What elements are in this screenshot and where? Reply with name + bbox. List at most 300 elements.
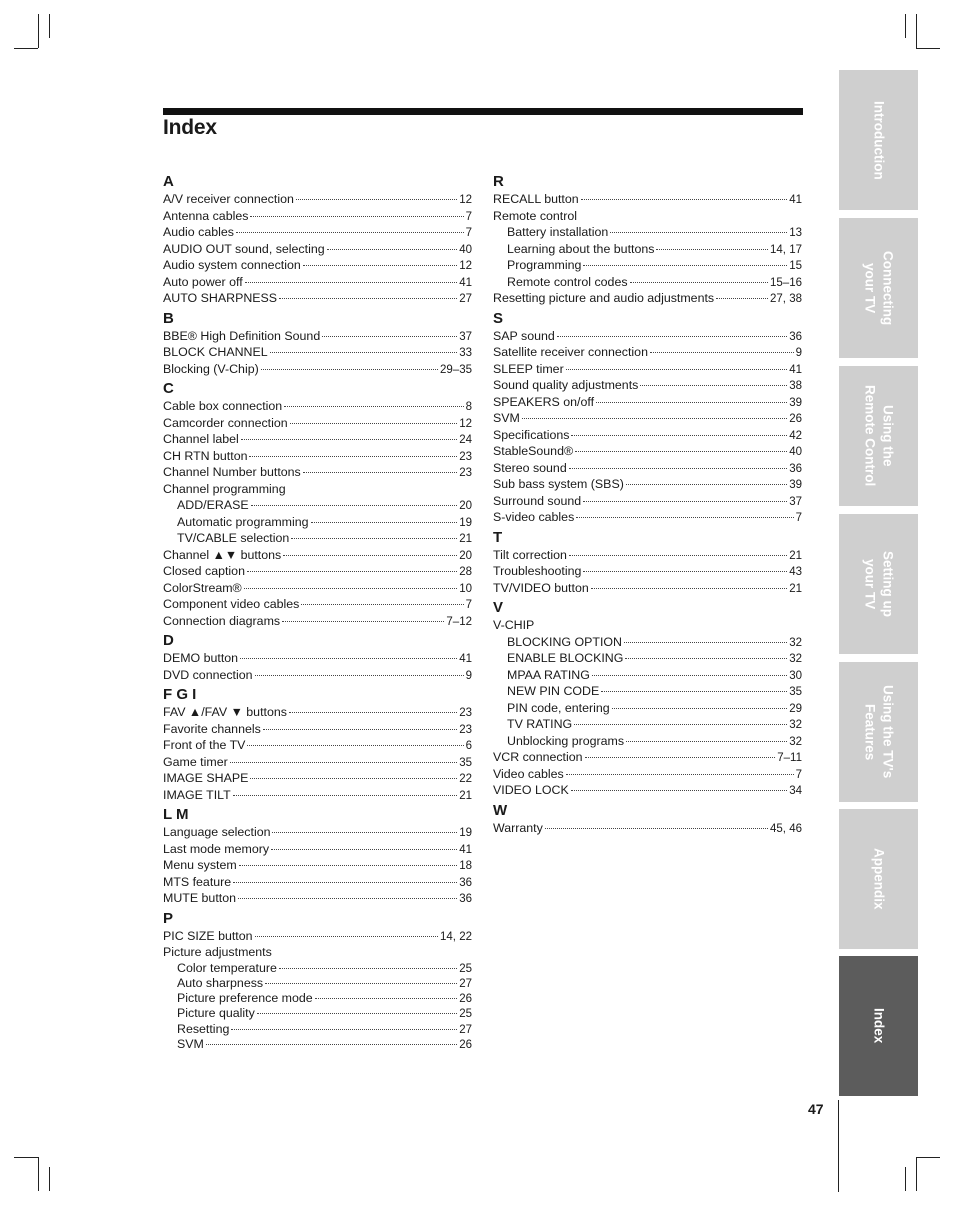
index-entry — [163, 596, 472, 613]
index-entry — [493, 460, 802, 477]
index-term: SPEAKERS on/off — [493, 394, 595, 409]
index-term: TV RATING — [507, 717, 573, 731]
index-term: TV/VIDEO button — [493, 580, 589, 595]
dot-leader — [239, 865, 458, 866]
index-term: Closed caption — [163, 564, 245, 578]
page-title: Index — [163, 116, 217, 139]
dot-leader — [238, 898, 457, 899]
index-term: Last mode memory — [163, 841, 270, 856]
index-term: VCR connection — [493, 750, 583, 764]
index-entry — [163, 754, 472, 771]
index-entry — [163, 928, 472, 945]
dot-leader — [583, 501, 787, 502]
index-entry — [163, 241, 472, 258]
index-entry — [493, 410, 802, 427]
dot-leader — [291, 538, 457, 539]
index-term: Game timer — [163, 754, 228, 769]
index-entry — [493, 443, 802, 460]
index-entry — [163, 563, 472, 580]
tab-connecting-your-tv[interactable] — [839, 218, 918, 358]
index-term: Video cables — [493, 766, 564, 781]
crop-mark — [905, 1167, 906, 1191]
index-page-ref: 21 — [789, 549, 802, 562]
index-term: IMAGE TILT — [163, 787, 231, 802]
index-term: ColorStream® — [163, 580, 242, 595]
index-entry — [163, 841, 472, 858]
tab-label: Index — [871, 1008, 887, 1044]
dot-leader — [296, 199, 457, 200]
index-term: MUTE button — [163, 891, 236, 905]
index-term: Unblocking programs — [507, 733, 625, 748]
index-term: SAP sound — [493, 328, 555, 343]
dot-leader — [566, 369, 788, 370]
index-page-ref: 27 — [459, 1023, 472, 1036]
index-entry — [493, 344, 802, 361]
index-page-ref: 20 — [459, 500, 472, 512]
crop-mark — [916, 1157, 940, 1158]
dot-leader — [270, 352, 458, 353]
tab-setting-up-your-tv[interactable] — [839, 514, 918, 654]
index-page-ref: 7 — [465, 227, 472, 239]
index-term: Picture preference mode — [177, 991, 313, 1006]
index-entry — [493, 617, 802, 634]
index-entry — [493, 394, 802, 411]
index-page-ref: 9 — [795, 347, 802, 359]
index-letter-v: V — [493, 599, 504, 616]
dot-leader — [265, 983, 457, 984]
index-term: SVM — [177, 1036, 204, 1051]
index-term: Front of the TV — [163, 738, 246, 752]
tab-index[interactable] — [839, 956, 918, 1096]
index-entry — [163, 464, 472, 481]
dot-leader — [656, 249, 768, 250]
index-entry — [493, 509, 802, 526]
index-term: StableSound® — [493, 444, 574, 458]
page-number: 47 — [808, 1101, 824, 1117]
index-term: MPAA RATING — [507, 667, 590, 682]
index-entry — [163, 1006, 472, 1021]
index-entry — [163, 961, 472, 976]
dot-leader — [282, 621, 444, 622]
index-entry — [493, 766, 802, 783]
index-term: Surround sound — [493, 493, 582, 508]
index-term: Programming — [507, 258, 582, 272]
tab-label: Connecting your TV — [862, 250, 896, 326]
index-entry — [163, 704, 472, 721]
index-entry — [163, 547, 472, 564]
index-page-ref: 38 — [789, 380, 802, 392]
dot-leader — [290, 423, 458, 424]
index-letter-s: S — [493, 309, 504, 327]
index-page-ref: 41 — [789, 363, 802, 376]
index-term: Favorite channels — [163, 721, 261, 736]
crop-mark — [916, 14, 917, 48]
index-term: BBE® High Definition Sound — [163, 328, 321, 343]
index-page-ref: 37 — [459, 330, 472, 343]
index-page-ref: 15–16 — [770, 276, 802, 289]
dot-leader — [255, 936, 438, 937]
index-page-ref: 13 — [789, 227, 802, 239]
index-page-ref: 32 — [789, 636, 802, 649]
index-entry — [493, 667, 802, 684]
dot-leader — [263, 729, 457, 730]
index-entry — [163, 721, 472, 738]
index-entry — [163, 191, 472, 208]
crop-mark — [905, 14, 906, 38]
index-page-ref: 25 — [459, 962, 472, 975]
index-term: IMAGE SHAPE — [163, 771, 249, 785]
dot-leader — [596, 402, 787, 403]
dot-leader — [626, 741, 787, 742]
index-term: Resetting — [177, 1021, 230, 1036]
index-entry — [493, 547, 802, 564]
index-page-ref: 36 — [789, 462, 802, 475]
index-entry — [163, 415, 472, 432]
index-page-ref: 19 — [459, 827, 472, 839]
index-entry — [493, 716, 802, 733]
dot-leader — [545, 828, 768, 829]
tab-label: Using the TV's Features — [862, 685, 896, 779]
index-page-ref: 26 — [789, 413, 802, 425]
index-page-ref: 12 — [459, 417, 472, 430]
index-page-ref: 33 — [459, 347, 472, 359]
index-term: Picture quality — [177, 1006, 255, 1021]
footer-rule — [838, 1100, 839, 1192]
index-page-ref: 18 — [459, 860, 472, 872]
index-page-ref: 32 — [789, 719, 802, 731]
index-term: BLOCK CHANNEL — [163, 345, 268, 359]
index-page-ref: 29–35 — [440, 363, 472, 376]
index-entry — [163, 530, 472, 547]
index-page-ref: 30 — [789, 669, 802, 682]
index-page-ref: 9 — [465, 669, 472, 682]
dot-leader — [640, 385, 787, 386]
index-term: Language selection — [163, 825, 271, 839]
index-entry — [163, 944, 472, 961]
index-page-ref: 32 — [789, 653, 802, 665]
index-page-ref: 7–12 — [446, 615, 472, 628]
index-entry — [493, 634, 802, 651]
dot-leader — [625, 658, 787, 659]
index-entry — [163, 580, 472, 597]
index-term: Channel Number buttons — [163, 465, 301, 479]
index-page-ref: 24 — [459, 434, 472, 446]
dot-leader — [247, 571, 457, 572]
index-term: Color temperature — [177, 960, 277, 975]
index-letter-t: T — [493, 528, 503, 546]
index-entry — [493, 377, 802, 394]
tab-label: Using the Remote Control — [862, 385, 896, 487]
crop-mark — [38, 14, 39, 48]
index-entry — [163, 481, 472, 498]
index-entry — [163, 667, 472, 684]
tab-label: Setting up your TV — [862, 551, 896, 617]
dot-leader — [592, 675, 787, 676]
index-page-ref: 22 — [459, 773, 472, 785]
dot-leader — [322, 336, 457, 337]
index-term: RECALL button — [493, 192, 579, 206]
index-term: Tilt correction — [493, 547, 567, 562]
index-entry — [163, 857, 472, 874]
index-entry — [493, 749, 802, 766]
dot-leader — [247, 745, 463, 746]
index-page-ref: 26 — [459, 993, 472, 1006]
tab-using-the-remote-control[interactable] — [839, 366, 918, 506]
index-entry — [163, 976, 472, 991]
index-entry — [493, 476, 802, 493]
index-letter-p: P — [163, 909, 174, 927]
index-entry — [493, 257, 802, 274]
index-term: Picture adjustments — [163, 945, 272, 959]
index-entry — [163, 290, 472, 307]
index-page-ref: 6 — [465, 740, 472, 752]
index-page-ref: 40 — [459, 243, 472, 256]
tab-using-the-tv-s-features[interactable] — [839, 662, 918, 802]
index-entry — [163, 1037, 472, 1052]
index-page-ref: 23 — [459, 450, 472, 463]
index-entry — [493, 290, 802, 307]
index-entry — [493, 650, 802, 667]
dot-leader — [251, 505, 458, 506]
index-page-ref: 19 — [459, 516, 472, 529]
dot-leader — [601, 691, 787, 692]
index-term: Automatic programming — [177, 514, 309, 529]
index-term: Specifications — [493, 427, 570, 442]
index-page-ref: 35 — [459, 756, 472, 769]
crop-mark — [49, 1167, 50, 1191]
index-term: SLEEP timer — [493, 361, 564, 376]
index-term: Channel programming — [163, 481, 286, 496]
index-term: ADD/ERASE — [177, 498, 249, 512]
index-page-ref: 32 — [789, 735, 802, 748]
index-page-ref: 7 — [795, 512, 802, 524]
index-entry — [493, 493, 802, 510]
dot-leader — [583, 571, 787, 572]
index-entry — [163, 344, 472, 361]
index-page-ref: 27 — [459, 977, 472, 990]
index-page-ref: 35 — [789, 686, 802, 698]
tab-introduction[interactable] — [839, 70, 918, 210]
index-term: FAV ▲/FAV ▼ buttons — [163, 705, 287, 719]
index-page-ref: 36 — [789, 330, 802, 343]
index-term: AUTO SHARPNESS — [163, 291, 278, 305]
dot-leader — [716, 298, 768, 299]
dot-leader — [250, 778, 457, 779]
dot-leader — [289, 712, 457, 713]
index-term: Auto sharpness — [177, 975, 264, 990]
index-page-ref: 40 — [789, 446, 802, 458]
dot-leader — [612, 708, 788, 709]
index-term: Menu system — [163, 858, 237, 872]
index-term: PIN code, entering — [507, 700, 610, 715]
index-letter-f-g-i: F G I — [163, 686, 197, 703]
index-page-ref: 7 — [795, 768, 802, 781]
index-term: Resetting picture and audio adjustments — [493, 291, 715, 305]
index-term: Component video cables — [163, 597, 300, 611]
index-entry — [493, 820, 802, 837]
index-letter-b: B — [163, 309, 174, 327]
index-entry — [163, 514, 472, 531]
index-entry — [163, 770, 472, 787]
dot-leader — [301, 604, 463, 605]
index-term: SVM — [493, 411, 520, 425]
dot-leader — [303, 472, 457, 473]
index-entry — [163, 890, 472, 907]
index-entry — [163, 208, 472, 225]
index-term: Learning about the buttons — [507, 241, 655, 256]
dot-leader — [315, 998, 458, 999]
index-page-ref: 36 — [459, 876, 472, 889]
index-page-ref: 43 — [789, 566, 802, 578]
dot-leader — [279, 968, 457, 969]
dot-leader — [581, 199, 788, 200]
dot-leader — [279, 298, 457, 299]
index-term: Audio cables — [163, 225, 234, 239]
index-term: Sound quality adjustments — [493, 378, 639, 392]
index-term: Stereo sound — [493, 460, 567, 475]
index-page-ref: 21 — [459, 533, 472, 545]
index-term: Troubleshooting — [493, 564, 582, 578]
index-page-ref: 15 — [789, 260, 802, 272]
index-page-ref: 10 — [459, 582, 472, 595]
dot-leader — [583, 265, 787, 266]
index-letter-a: A — [163, 173, 174, 190]
tab-label: Appendix — [871, 848, 887, 910]
index-entry — [163, 737, 472, 754]
index-term: Satellite receiver connection — [493, 345, 648, 359]
crop-mark — [916, 48, 940, 49]
index-page-ref: 41 — [459, 843, 472, 856]
index-entry — [163, 874, 472, 891]
index-page-ref: 12 — [459, 260, 472, 272]
index-entry — [163, 398, 472, 415]
index-page-ref: 14, 22 — [440, 930, 472, 943]
dot-leader — [245, 282, 458, 283]
index-page-ref: 34 — [789, 785, 802, 797]
index-page-ref: 21 — [789, 582, 802, 595]
index-term: TV/CABLE selection — [177, 531, 290, 545]
index-entry — [493, 563, 802, 580]
index-letter-r: R — [493, 173, 504, 190]
index-entry — [493, 580, 802, 597]
index-page-ref: 21 — [459, 789, 472, 802]
dot-leader — [575, 451, 787, 452]
dot-leader — [257, 1013, 457, 1014]
crop-mark — [49, 14, 50, 38]
index-page-ref: 27, 38 — [770, 293, 802, 305]
index-page-ref: 45, 46 — [770, 822, 802, 835]
index-page-ref: 42 — [789, 429, 802, 442]
index-entry — [493, 224, 802, 241]
index-page-ref: 12 — [459, 194, 472, 206]
index-entry — [163, 361, 472, 378]
dot-leader — [233, 795, 458, 796]
index-entry — [493, 208, 802, 225]
dot-leader — [569, 555, 787, 556]
index-page-ref: 23 — [459, 707, 472, 719]
index-term: DVD connection — [163, 667, 253, 682]
dot-leader — [241, 439, 457, 440]
index-page-ref: 37 — [789, 495, 802, 508]
index-term: Channel label — [163, 432, 239, 446]
index-term: Auto power off — [163, 274, 243, 289]
dot-leader — [522, 418, 787, 419]
index-page-ref: 27 — [459, 293, 472, 305]
dot-leader — [303, 265, 457, 266]
dot-leader — [206, 1044, 457, 1045]
index-page-ref: 23 — [459, 467, 472, 479]
dot-leader — [250, 216, 463, 217]
index-term: Antenna cables — [163, 208, 249, 223]
dot-leader — [240, 658, 457, 659]
header-rule — [163, 108, 803, 115]
index-entry — [163, 224, 472, 241]
index-entry — [493, 241, 802, 258]
dot-leader — [557, 336, 787, 337]
index-page-ref: 26 — [459, 1038, 472, 1051]
dot-leader — [271, 849, 457, 850]
crop-mark — [14, 48, 38, 49]
dot-leader — [283, 555, 457, 556]
index-entry — [163, 497, 472, 514]
dot-leader — [571, 435, 787, 436]
dot-leader — [650, 352, 794, 353]
dot-leader — [574, 724, 787, 725]
dot-leader — [272, 832, 457, 833]
index-entry — [163, 991, 472, 1006]
dot-leader — [244, 588, 458, 589]
dot-leader — [249, 456, 457, 457]
index-term: Remote control codes — [507, 274, 628, 289]
index-page-ref: 29 — [789, 702, 802, 715]
dot-leader — [610, 232, 787, 233]
dot-leader — [255, 675, 464, 676]
index-page-ref: 14, 17 — [770, 243, 802, 256]
index-term: Warranty — [493, 820, 543, 835]
crop-mark — [38, 1157, 39, 1191]
dot-leader — [233, 882, 457, 883]
index-entry — [163, 257, 472, 274]
index-entry — [493, 733, 802, 750]
index-letter-c: C — [163, 380, 174, 397]
dot-leader — [626, 484, 787, 485]
dot-leader — [571, 790, 787, 791]
index-entry — [493, 274, 802, 291]
index-entry — [163, 824, 472, 841]
index-entry — [163, 650, 472, 667]
index-entry — [493, 782, 802, 799]
index-entry — [163, 274, 472, 291]
index-term: Blocking (V-Chip) — [163, 361, 259, 376]
index-term: VIDEO LOCK — [493, 783, 569, 797]
index-term: Channel ▲▼ buttons — [163, 547, 282, 562]
dot-leader — [311, 522, 458, 523]
crop-mark — [14, 1157, 38, 1158]
index-term: Connection diagrams — [163, 613, 281, 628]
index-page-ref: 39 — [789, 479, 802, 491]
index-term: ENABLE BLOCKING — [507, 651, 624, 665]
tab-appendix[interactable] — [839, 809, 918, 949]
index-entry — [493, 427, 802, 444]
index-term: Remote control — [493, 208, 578, 223]
index-term: S-video cables — [493, 510, 575, 524]
index-term: Audio system connection — [163, 258, 301, 272]
index-entry — [493, 683, 802, 700]
index-entry — [163, 787, 472, 804]
index-term: Cable box connection — [163, 399, 283, 413]
index-page-ref: 41 — [789, 194, 802, 206]
dot-leader — [566, 774, 794, 775]
